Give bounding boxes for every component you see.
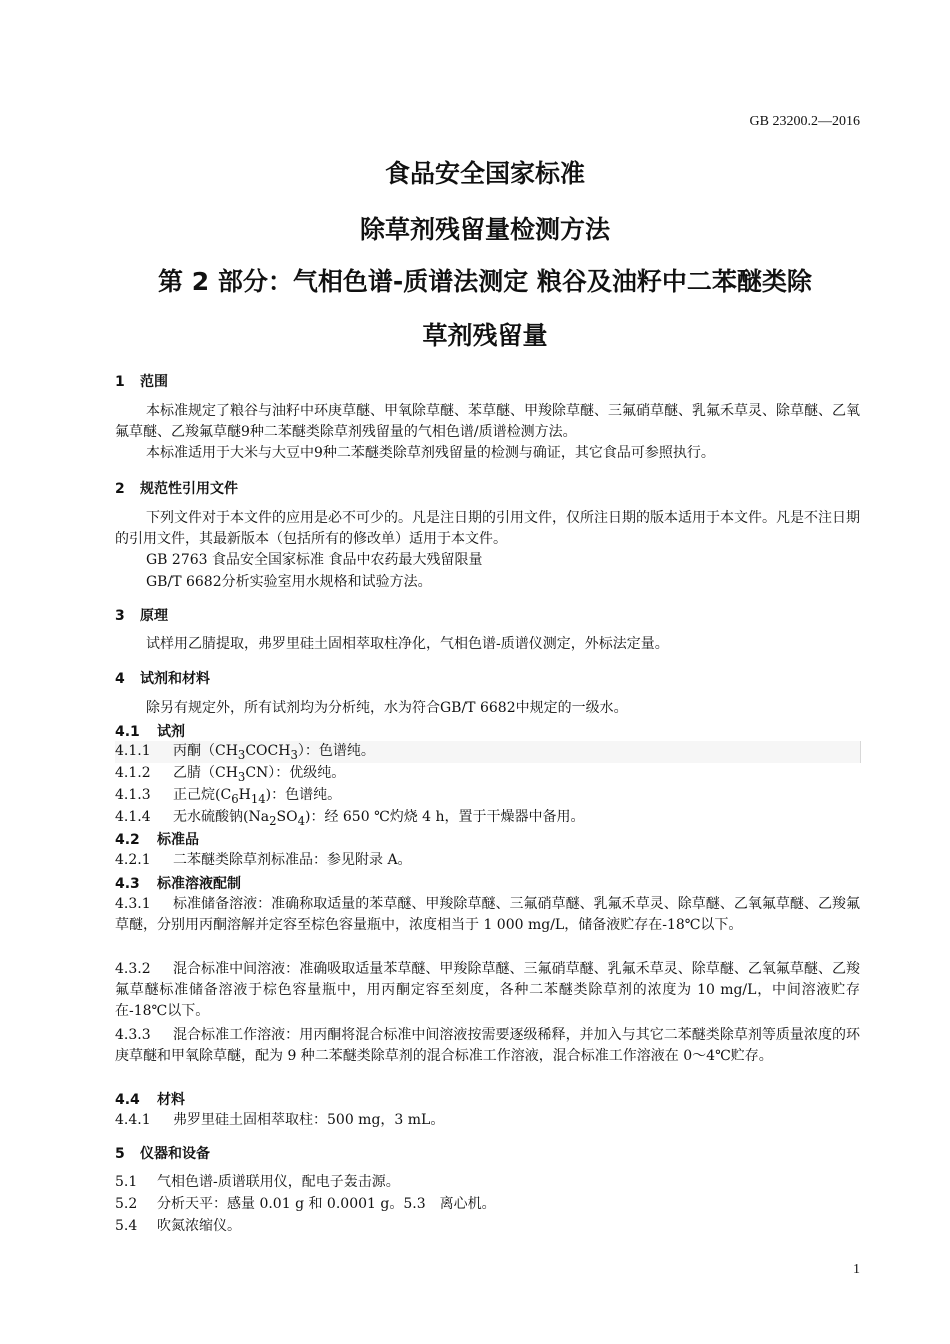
item-text: 丙酮（CH	[173, 743, 238, 759]
item-number: 4.1.2	[115, 765, 151, 781]
item-text: 气相色谱-质谱联用仪，配电子轰击源。	[157, 1174, 400, 1190]
item-text: 弗罗里硅土固相萃取柱：500 mg，3 mL。	[173, 1112, 445, 1128]
page-number: 1	[853, 1262, 860, 1277]
section-number: 3	[115, 608, 125, 624]
section-title: 试剂和材料	[140, 671, 210, 687]
section-3-heading	[115, 605, 168, 625]
scope-paragraph-2: 本标准适用于大米与大豆中9种二苯醚类除草剂残留量的检测与确证，其它食品可参照执行。	[146, 445, 715, 461]
item-5-1	[115, 1172, 860, 1193]
item-5-2	[115, 1194, 860, 1215]
item-number: 4.2.1	[115, 852, 151, 868]
item-text: 标准储备溶液：准确称取适量的苯草醚、甲羧除草醚、三氟硝草醚、乳氟禾草灵、除草醚、乙氧氟草醚、乙羧氟草醚，分别用丙酮溶解并定容至棕色容量瓶中，浓度相当于 1 000 mg/L，储备液贮存在-18℃以下。	[115, 896, 860, 933]
item-text: 二苯醚类除草剂标准品：参见附录 A。	[173, 852, 412, 868]
doc-title-line-2: 除草剂残留量检测方法	[359, 215, 610, 244]
subsection-title: 标准品	[157, 832, 199, 848]
item-text: 混合标准中间溶液：准确吸取适量苯草醚、甲羧除草醚、三氟硝草醚、乳氟禾草灵、除草醚、乙氧氟草醚、乙羧氟草醚标准储备溶液于棕色容量瓶中，用丙酮定容至刻度，各种二苯醚类除草剂的浓度为 10 mg/L，中间溶液贮存在-18℃以下。	[115, 961, 860, 1019]
section-number: 5	[115, 1146, 125, 1162]
doc-title-line-1: 食品安全国家标准	[384, 159, 585, 188]
subsection-number: 4.2	[115, 832, 140, 848]
section-5-heading	[115, 1143, 210, 1163]
section-number: 1	[115, 374, 125, 390]
section-title: 原理	[140, 608, 168, 624]
subsection-number: 4.1	[115, 724, 140, 740]
subsection-number: 4.4	[115, 1092, 140, 1108]
item-text: ）：色谱纯。	[297, 743, 375, 759]
item-5-4	[115, 1216, 860, 1237]
section-1-heading	[115, 371, 168, 391]
subsection-title: 材料	[157, 1092, 185, 1108]
item-text: CN）：优级纯。	[245, 765, 346, 781]
item-text: )：经 650 ℃灼烧 4 h，置于干燥器中备用。	[304, 809, 585, 825]
item-text: SO	[276, 809, 298, 825]
item-text: 分析天平：感量 0.01 g 和 0.0001 g。5.3 离心机。	[157, 1196, 496, 1212]
item-number: 5.1	[115, 1174, 138, 1190]
item-4-3-3	[115, 1025, 860, 1067]
reference-gbt-6682: GB/T 6682分析实验室用水规格和试验方法。	[146, 574, 432, 590]
subscript: 4	[297, 813, 305, 828]
reagents-paragraph: 除另有规定外，所有试剂均为分析纯，水为符合GB/T 6682中规定的一级水。	[146, 700, 628, 716]
item-4-2-1	[115, 850, 860, 871]
subsection-number: 4.3	[115, 876, 140, 892]
item-text: 吹氮浓缩仪。	[157, 1218, 241, 1234]
item-text: 乙腈（CH	[173, 765, 238, 781]
item-number: 4.3.2	[115, 961, 151, 977]
subsection-4-2-heading	[115, 829, 199, 849]
subscript: 3	[237, 769, 246, 784]
item-text: 正己烷(C	[173, 787, 232, 803]
section-number: 4	[115, 671, 125, 687]
subsection-4-4-heading	[115, 1089, 185, 1109]
item-4-3-2	[115, 959, 860, 1022]
subscript: 6	[231, 791, 239, 806]
section-title: 规范性引用文件	[140, 481, 238, 497]
item-number: 4.1.3	[115, 787, 151, 803]
item-text: H	[238, 787, 251, 803]
principle-paragraph: 试样用乙腈提取，弗罗里硅土固相萃取柱净化，气相色谱-质谱仪测定，外标法定量。	[146, 636, 669, 652]
reference-gb-2763: GB 2763 食品安全国家标准 食品中农药最大残留限量	[146, 552, 483, 568]
item-number: 4.1.1	[115, 743, 151, 759]
item-number: 4.3.1	[115, 896, 151, 912]
item-text: COCH	[245, 743, 291, 759]
item-number: 5.2	[115, 1196, 138, 1212]
item-number: 5.4	[115, 1218, 138, 1234]
section-title: 范围	[140, 374, 168, 390]
section-4-heading	[115, 668, 210, 688]
subsection-4-3-heading	[115, 873, 241, 893]
item-number: 4.4.1	[115, 1112, 151, 1128]
section-title: 仪器和设备	[140, 1146, 210, 1162]
item-number: 4.3.3	[115, 1027, 151, 1043]
subscript: 3	[290, 747, 298, 762]
subscript: 14	[250, 791, 266, 806]
subscript: 2	[269, 813, 277, 828]
item-text: 混合标准工作溶液：用丙酮将混合标准中间溶液按需要逐级稀释，并加入与其它二苯醚类除草剂等质量浓度的环庚草醚和甲氧除草醚，配为 9 种二苯醚类除草剂的混合标准工作溶液，混合标准工作溶液在 0～4℃贮存。	[115, 1027, 860, 1064]
item-text: 无水硫酸钠(Na	[173, 809, 270, 825]
item-number: 4.1.4	[115, 809, 151, 825]
doc-title-line-4: 草剂残留量	[422, 321, 548, 350]
scope-paragraph-1: 本标准规定了粮谷与油籽中环庚草醚、甲氧除草醚、苯草醚、甲羧除草醚、三氟硝草醚、乳氟禾草灵、除草醚、乙氧氟草醚、乙羧氟草醚9种二苯醚类除草剂残留量的气相色谱/质谱检测方法。	[115, 403, 860, 440]
section-number: 2	[115, 481, 125, 497]
subsection-4-1-heading	[115, 721, 185, 741]
subscript: 3	[237, 747, 246, 762]
item-4-4-1	[115, 1110, 860, 1131]
item-4-1-4	[115, 807, 860, 832]
doc-title-line-3: 第 2 部分：气相色谱-质谱法测定 粮谷及油籽中二苯醚类除	[158, 267, 812, 296]
item-4-3-1	[115, 894, 860, 936]
standard-number: GB 23200.2—2016	[749, 114, 860, 129]
item-text: )：色谱纯。	[265, 787, 342, 803]
references-paragraph: 下列文件对于本文件的应用是必不可少的。凡是注日期的引用文件，仅所注日期的版本适用于本文件。凡是不注日期的引用文件，其最新版本（包括所有的修改单）适用于本文件。	[115, 510, 860, 547]
subsection-title: 标准溶液配制	[157, 876, 241, 892]
subsection-title: 试剂	[157, 724, 185, 740]
section-2-heading	[115, 478, 238, 498]
